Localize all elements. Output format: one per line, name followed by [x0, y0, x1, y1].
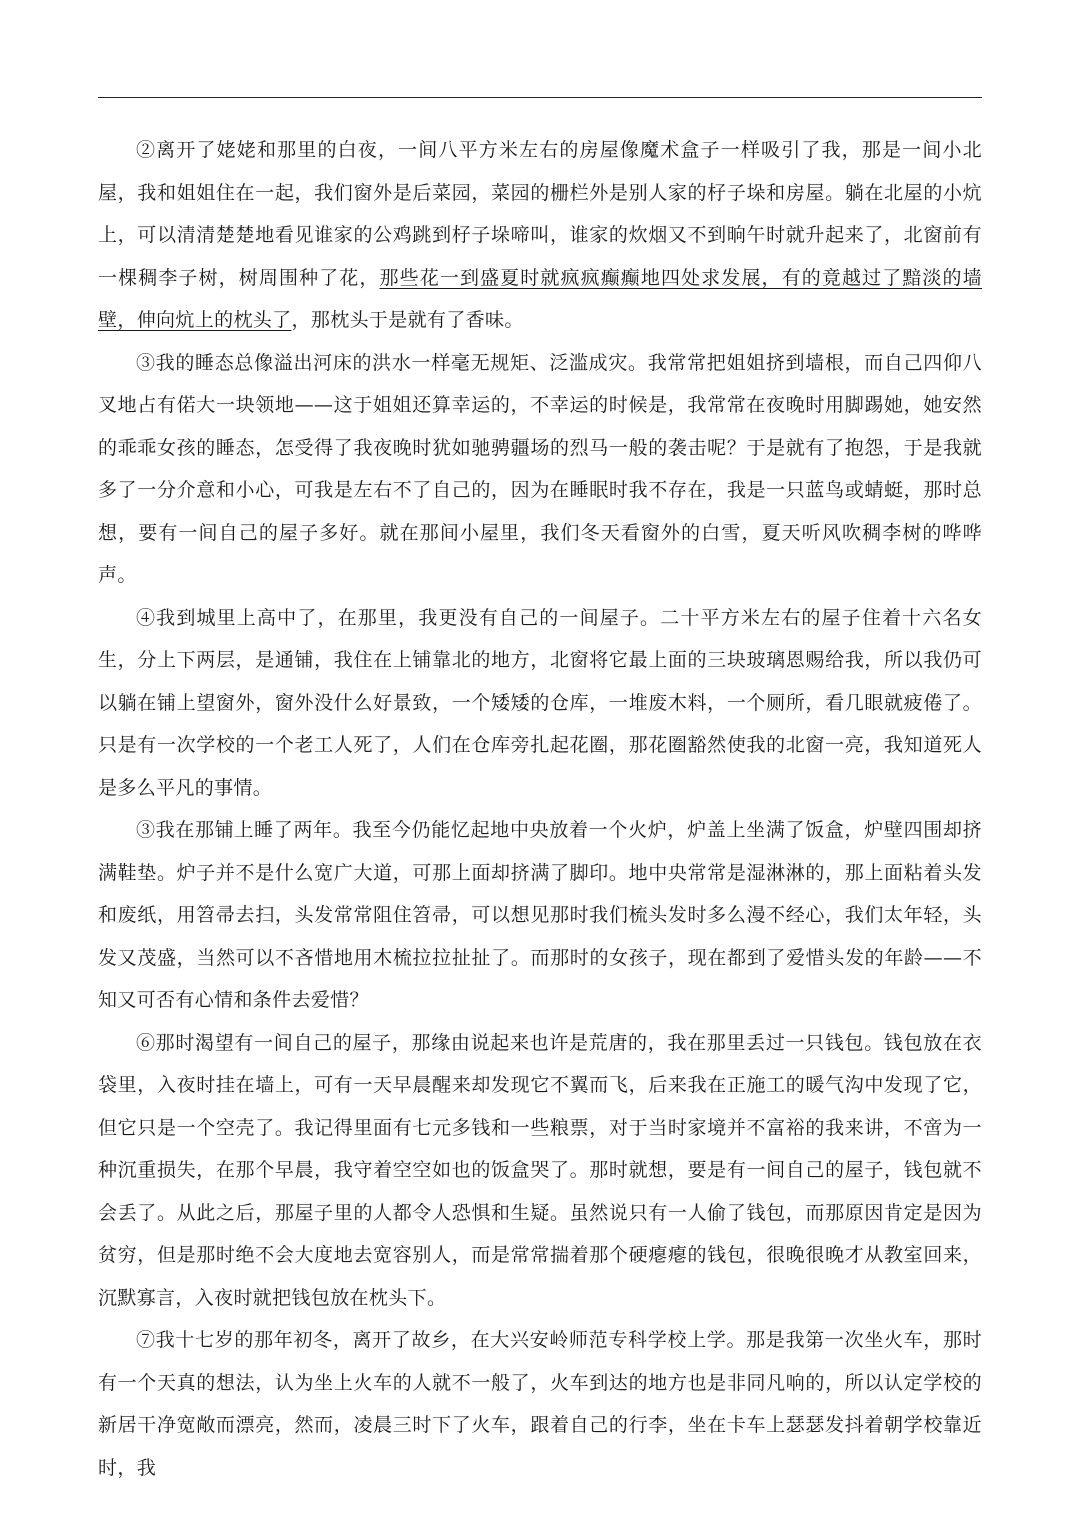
paragraph-4 [98, 597, 982, 810]
header-rule [98, 97, 982, 98]
underlined-sentence: 那些花一到盛夏时就疯疯癫癫地四处求发展，有的竟越过了黯淡的墙壁，伸向炕上的枕头了 [98, 266, 982, 331]
paragraph-5 [98, 809, 982, 1022]
paragraph-6 [98, 1022, 982, 1320]
paragraph-text: ，那枕头于是就有了香味。 [291, 309, 524, 331]
paragraph-text: ③我在那铺上睡了两年。我至今仍能忆起地中央放着一个火炉，炉盖上坐满了饭盒，炉壁四围却挤满鞋垫。炉子并不是什么宽广大道，可那上面却挤满了脚印。地中央常常是湿淋淋的，那上面粘着头发和废纸，用笤帚去扫，头发常常阻住笤帚，可以想见那时我们梳头发时多么漫不经心，我们太年轻，头发又茂盛，当然可以不吝惜地用木梳拉拉扯扯了。而那时的女孩子，现在都到了爱惜头发的年龄——不知又可否有心情和条件去爱惜？ [98, 819, 982, 1011]
paragraph-3 [98, 342, 982, 597]
paragraph-7 [98, 1319, 982, 1489]
paragraph-text: ②离开了姥姥和那里的白夜，一间八平方米左右的房屋像魔术盒子一样吸引了我，那是一间小北屋，我和姐姐住在一起，我们窗外是后菜园，菜园的栅栏外是别人家的杍子垛和房屋。躺在北屋的小炕上，可以清清楚楚地看见谁家的公鸡跳到杍子垛啼叫，谁家的炊烟又不到晌午时就升起来了，北窗前有一棵稠李子树，树周围种了花， [98, 139, 982, 289]
paragraph-text: ③我的睡态总像溢出河床的洪水一样毫无规矩、泛滥成灾。我常常把姐姐挤到墙根，而自己四仰八叉地占有偌大一块领地——这于姐姐还算幸运的，不幸运的时候是，我常常在夜晚时用脚踢她，她安然的乖乖女孩的睡态，怎受得了我夜晚时犹如驰骋疆场的烈马一般的袭击呢？于是就有了抱怨，于是我就多了一分介意和小心，可我是左右不了自己的，因为在睡眠时我不存在，我是一只蓝鸟或蜻蜓，那时总想，要有一间自己的屋子多好。就在那间小屋里，我们冬天看窗外的白雪，夏天听风吹稠李树的哗哗声。 [98, 351, 982, 586]
paragraph-text: ④我到城里上高中了，在那里，我更没有自己的一间屋子。二十平方米左右的屋子住着十六名女生，分上下两层，是通铺，我住在上铺靠北的地方，北窗将它最上面的三块玻璃恩赐给我，所以我仍可以躺在铺上望窗外，窗外没什么好景致，一个矮矮的仓库，一堆废木料，一个厕所，看几眼就疲倦了。只是有一次学校的一个老工人死了，人们在仓库旁扎起花圈，那花圈豁然使我的北窗一亮，我知道死人是多么平凡的事情。 [98, 606, 982, 799]
paragraph-text: ⑦我十七岁的那年初冬，离开了故乡，在大兴安岭师范专科学校上学。那是我第一次坐火车，那时有一个天真的想法，认为坐上火车的人就不一般了，火车到达的地方也是非同凡响的，所以认定学校的新居干净宽敞而漂亮，然而，凌晨三时下了火车，跟着自己的行李，坐在卡车上瑟瑟发抖着朝学校靠近时，我 [98, 1329, 982, 1479]
paragraph-2 [98, 129, 982, 342]
paragraph-text: ⑥那时渴望有一间自己的屋子，那缘由说起来也许是荒唐的，我在那里丢过一只钱包。钱包放在衣袋里，入夜时挂在墙上，可有一天早晨醒来却发现它不翼而飞，后来我在正施工的暖气沟中发现了它，但它只是一个空壳了。我记得里面有七元多钱和一些粮票，对于当时家境并不富裕的我来讲，不啻为一种沉重损失，在那个早晨，我守着空空如也的饭盒哭了。那时就想，要是有一间自己的屋子，钱包就不会丢了。从此之后，那屋子里的人都令人恐惧和生疑。虽然说只有一人偷了钱包，而那原因肯定是因为贫穷，但是那时绝不会大度地去宽容别人，而是常常揣着那个硬瘪瘪的钱包，很晚很晚才从教室回来，沉默寡言，入夜时就把钱包放在枕头下。 [98, 1031, 982, 1309]
document-body [98, 129, 982, 1489]
